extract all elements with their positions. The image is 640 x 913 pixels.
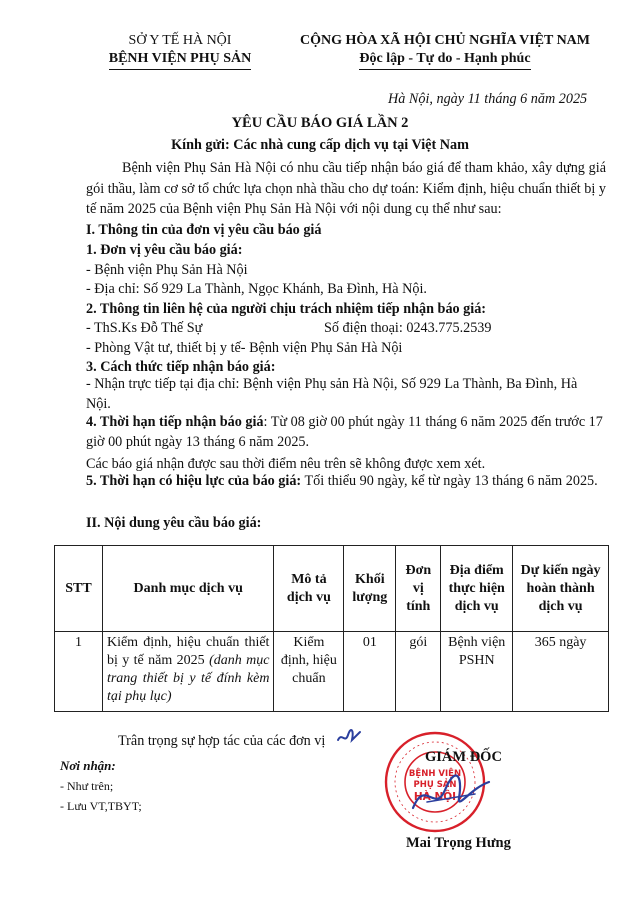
service-name: Kiểm định, hiệu chuẩn thiết bị y tế năm 2025: [106, 635, 270, 668]
s2-phone: Số điện thoại: 0243.775.2539: [324, 320, 492, 336]
cell-description: Kiểm định, hiệu chuẩn: [274, 632, 344, 712]
s4-text: : Từ 08 giờ 00 phút ngày 11 tháng 6 năm 2025 đến trước 17 giờ 00 phút ngày 13 tháng 6 năm 2025.: [86, 414, 603, 450]
recipients-label: Nơi nhận:: [60, 758, 116, 773]
s4-block: [86, 413, 604, 452]
s4-label: 4. Thời hạn tiếp nhận báo giá: [86, 414, 264, 430]
quotation-table: [54, 545, 609, 712]
signer-title: GIÁM ĐỐC: [425, 749, 502, 765]
col-header-description: Mô tả dịch vụ: [274, 546, 344, 632]
issuer-hospital: BỆNH VIỆN PHỤ SẢN: [109, 50, 252, 70]
s3-text: - Nhận trực tiếp tại địa chỉ: Bệnh viện Phụ sản Hà Nội, Số 929 La Thành, Ba Đình, Hà Nội.: [86, 376, 578, 412]
recipient-item: - Như trên;: [60, 779, 114, 793]
s3-heading: 3. Cách thức tiếp nhận báo giá:: [86, 359, 276, 375]
recipient-item: - Lưu VT,TBYT;: [60, 799, 142, 813]
document-title: YÊU CẦU BÁO GIÁ LẦN 2: [231, 115, 409, 131]
col-header-unit: Đơn vị tính: [396, 546, 441, 632]
service-note: (danh mục trang thiết bị y tế đính kèm tại phụ lục): [106, 653, 270, 704]
s5-label: 5. Thời hạn có hiệu lực của báo giá:: [86, 473, 302, 489]
section1-heading: I. Thông tin của đơn vị yêu cầu báo giá: [86, 222, 322, 238]
cell-completion: 365 ngày: [513, 632, 609, 712]
col-header-stt: STT: [55, 546, 103, 632]
table-header-row: [55, 546, 609, 632]
s5-text: Tối thiểu 90 ngày, kể từ ngày 13 tháng 6 năm 2025.: [301, 473, 598, 489]
cell-service: [102, 632, 274, 712]
seal-text-line1: BỆNH VIỆN: [408, 769, 462, 779]
cell-location: Bệnh viện PSHN: [441, 632, 513, 712]
s4-note: Các báo giá nhận được sau thời điểm nêu trên sẽ không được xem xét.: [86, 456, 486, 472]
country-name: CỘNG HÒA XÃ HỘI CHỦ NGHĨA VIỆT NAM: [299, 33, 590, 48]
col-header-service: Danh mục dịch vụ: [102, 546, 274, 632]
cell-stt: 1: [55, 632, 103, 712]
date-line: Hà Nội, ngày 11 tháng 6 năm 2025: [388, 91, 588, 107]
national-motto-block: [280, 32, 610, 70]
col-header-completion: Dự kiến ngày hoàn thành dịch vụ: [513, 546, 609, 632]
s1-address: - Địa chỉ: Số 929 La Thành, Ngọc Khánh, Ba Đình, Hà Nội.: [86, 281, 427, 297]
s2-department: - Phòng Vật tư, thiết bị y tế- Bệnh viện Phụ Sản Hà Nội: [86, 340, 403, 356]
seal-text-line2: PHỤ SẢN: [413, 780, 457, 790]
col-header-location: Địa điểm thực hiện dịch vụ: [441, 546, 513, 632]
s2-heading: 2. Thông tin liên hệ của người chịu trách nhiệm tiếp nhận báo giá:: [86, 301, 487, 317]
s2-person: - ThS.Ks Đỗ Thế Sự: [86, 320, 203, 336]
closing-line: Trân trọng sự hợp tác của các đơn vị: [118, 733, 326, 749]
seal-text-line3: HÀ NỘI: [413, 791, 457, 803]
issuer-block: [60, 32, 300, 70]
intro-paragraph: Bệnh viện Phụ Sản Hà Nội có nhu cầu tiếp nhận báo giá để tham khảo, xây dựng giá gói thầu, làm cơ sở tổ chức lựa chọn nhà thầu cho dự toán: Kiểm định, hiệu chuẩn thiết bị y tế năm 2025 của Bệnh viện Phụ Sản Hà Nội với nội dung cụ thể như sau:: [86, 160, 606, 217]
s5-block: [86, 472, 604, 492]
issuer-department: SỞ Y TẾ HÀ NỘI: [128, 33, 232, 48]
cell-quantity: 01: [344, 632, 396, 712]
table-row: [55, 632, 609, 712]
s1-heading: 1. Đơn vị yêu cầu báo giá:: [86, 242, 243, 258]
cell-unit: gói: [396, 632, 441, 712]
section2-heading: II. Nội dung yêu cầu báo giá:: [86, 515, 262, 531]
signer-name: Mai Trọng Hưng: [406, 835, 511, 851]
col-header-quantity: Khối lượng: [344, 546, 396, 632]
s1-line1: - Bệnh viện Phụ Sản Hà Nội: [86, 262, 248, 278]
motto: Độc lập - Tự do - Hạnh phúc: [359, 50, 530, 70]
initial-signature-mark: [336, 726, 362, 748]
director-signature: [405, 768, 495, 823]
recipient-line: Kính gửi: Các nhà cung cấp dịch vụ tại Việt Nam: [171, 137, 469, 153]
